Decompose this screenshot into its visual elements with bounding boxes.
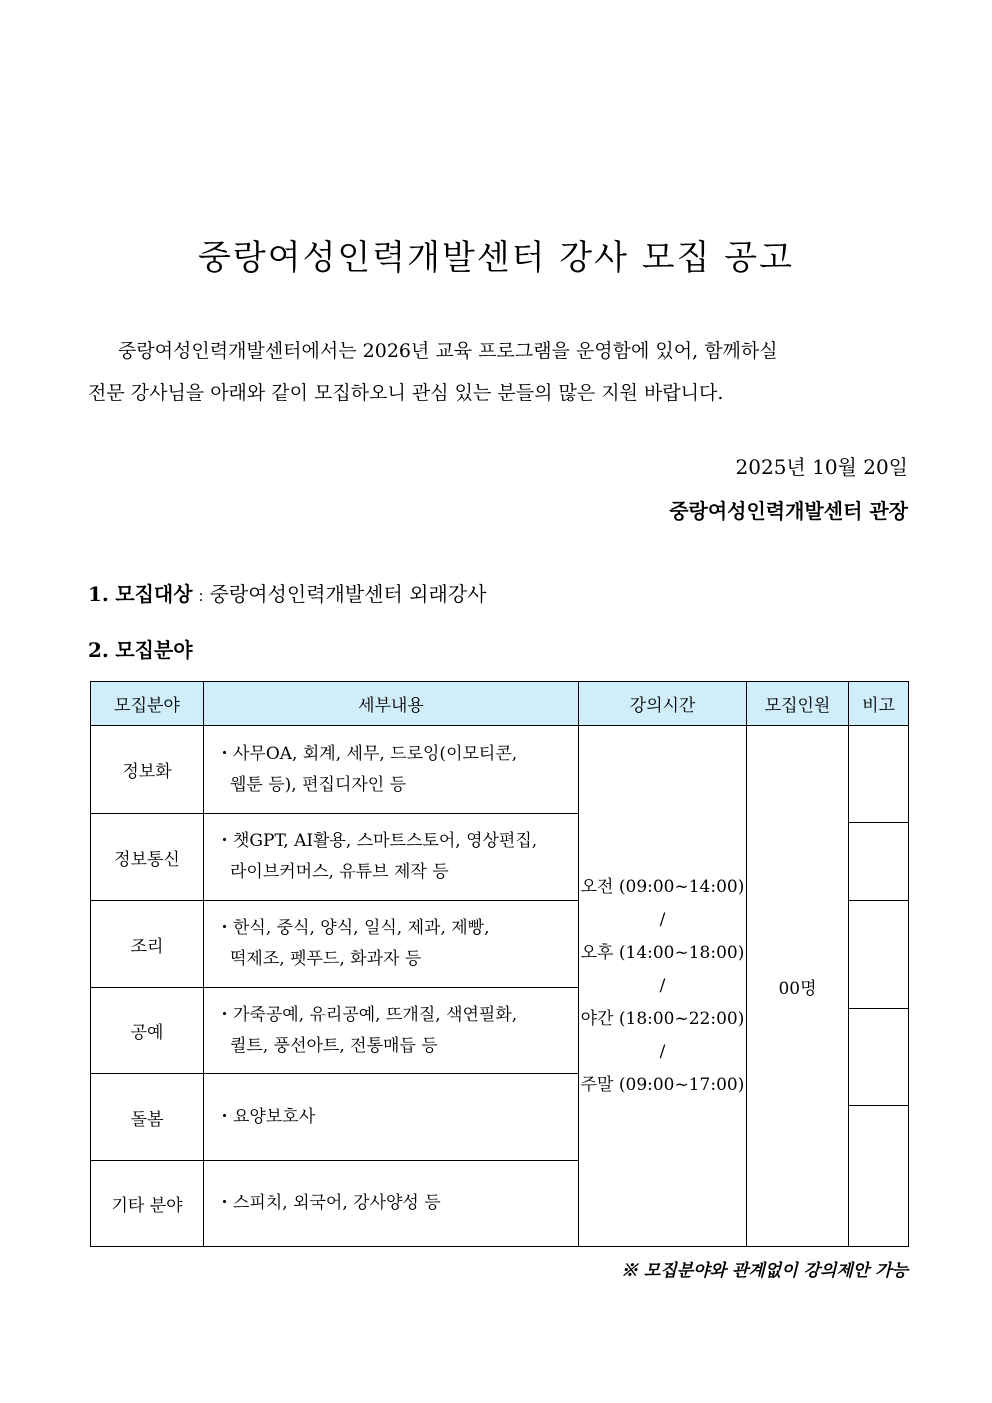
time-cell bbox=[579, 726, 747, 1247]
detail-line: ・한식, 중식, 양식, 일식, 제과, 제빵, bbox=[216, 918, 490, 938]
remarks-cell bbox=[849, 726, 909, 901]
section-heading: 모집대상 bbox=[115, 582, 193, 606]
detail-line: 웹툰 등), 편집디자인 등 bbox=[230, 774, 407, 795]
field-cell: 정보화 bbox=[91, 726, 204, 814]
header-remarks: 비고 bbox=[849, 682, 909, 726]
detail-cell bbox=[204, 814, 579, 901]
announcement-date: 2025년 10월 20일 bbox=[735, 455, 908, 479]
detail-line: ・사무OA, 회계, 세무, 드로잉(이모티콘, bbox=[216, 743, 518, 764]
detail-cell bbox=[204, 726, 579, 814]
intro-line-2: 전문 강사님을 아래와 같이 모집하오니 관심 있는 분들의 많은 지원 바랍니다. bbox=[88, 382, 724, 404]
table-row bbox=[91, 726, 909, 814]
header-count: 모집인원 bbox=[747, 682, 849, 726]
intro-line-1: 중랑여성인력개발센터에서는 2026년 교육 프로그램을 운영함에 있어, 함께하실 bbox=[118, 340, 778, 362]
time-separator: / bbox=[659, 975, 666, 996]
intro-paragraph bbox=[88, 330, 908, 414]
section-number: 2. bbox=[88, 638, 109, 662]
detail-cell bbox=[204, 988, 579, 1074]
header-detail: 세부내용 bbox=[204, 682, 579, 726]
remarks-cell bbox=[849, 901, 909, 1247]
time-separator: / bbox=[659, 909, 666, 930]
field-cell: 기타 분야 bbox=[91, 1161, 204, 1247]
time-slot: 야간 (18:00~22:00) bbox=[580, 1008, 745, 1029]
detail-line: 라이브커머스, 유튜브 제작 등 bbox=[230, 862, 449, 882]
detail-line: ・스피치, 외국어, 강사양성 등 bbox=[216, 1193, 441, 1213]
time-separator: / bbox=[659, 1041, 666, 1062]
field-cell: 정보통신 bbox=[91, 814, 204, 901]
remarks-box bbox=[849, 726, 908, 823]
section-field bbox=[88, 634, 193, 663]
time-slot: 오전 (09:00~14:00) bbox=[580, 876, 745, 897]
table-header-row bbox=[91, 682, 909, 726]
field-cell: 공예 bbox=[91, 988, 204, 1074]
footnote: ※ 모집분야와 관계없이 강의제안 가능 bbox=[620, 1261, 908, 1281]
header-field: 모집분야 bbox=[91, 682, 204, 726]
field-cell: 돌봄 bbox=[91, 1074, 204, 1161]
detail-line: ・가죽공예, 유리공예, 뜨개질, 색연필화, bbox=[216, 1004, 518, 1025]
detail-line: ・요양보호사 bbox=[216, 1106, 316, 1127]
signer: 중랑여성인력개발센터 관장 bbox=[669, 499, 908, 523]
section-target bbox=[88, 578, 486, 607]
count-cell: 00명 bbox=[747, 726, 849, 1247]
detail-cell bbox=[204, 901, 579, 988]
section-separator: : bbox=[198, 587, 204, 605]
time-slot: 주말 (09:00~17:00) bbox=[580, 1074, 745, 1095]
section-text: 중랑여성인력개발센터 외래강사 bbox=[209, 582, 487, 606]
remarks-box bbox=[849, 823, 908, 900]
remarks-box bbox=[849, 1106, 908, 1236]
detail-cell bbox=[204, 1161, 579, 1247]
detail-line: 떡제조, 펫푸드, 화과자 등 bbox=[230, 949, 422, 969]
detail-cell bbox=[204, 1074, 579, 1161]
field-cell: 조리 bbox=[91, 901, 204, 988]
page-title: 중랑여성인력개발센터 강사 모집 공고 bbox=[198, 238, 794, 278]
remarks-box bbox=[849, 911, 908, 1009]
detail-line: ・챗GPT, AI활용, 스마트스토어, 영상편집, bbox=[216, 831, 538, 851]
detail-line: 퀼트, 풍선아트, 전통매듭 등 bbox=[230, 1035, 438, 1056]
recruit-table bbox=[90, 681, 909, 1247]
section-heading: 모집분야 bbox=[115, 638, 193, 662]
time-slot: 오후 (14:00~18:00) bbox=[580, 942, 745, 963]
section-number: 1. bbox=[88, 582, 109, 606]
remarks-box bbox=[849, 1009, 908, 1106]
header-time: 강의시간 bbox=[579, 682, 747, 726]
